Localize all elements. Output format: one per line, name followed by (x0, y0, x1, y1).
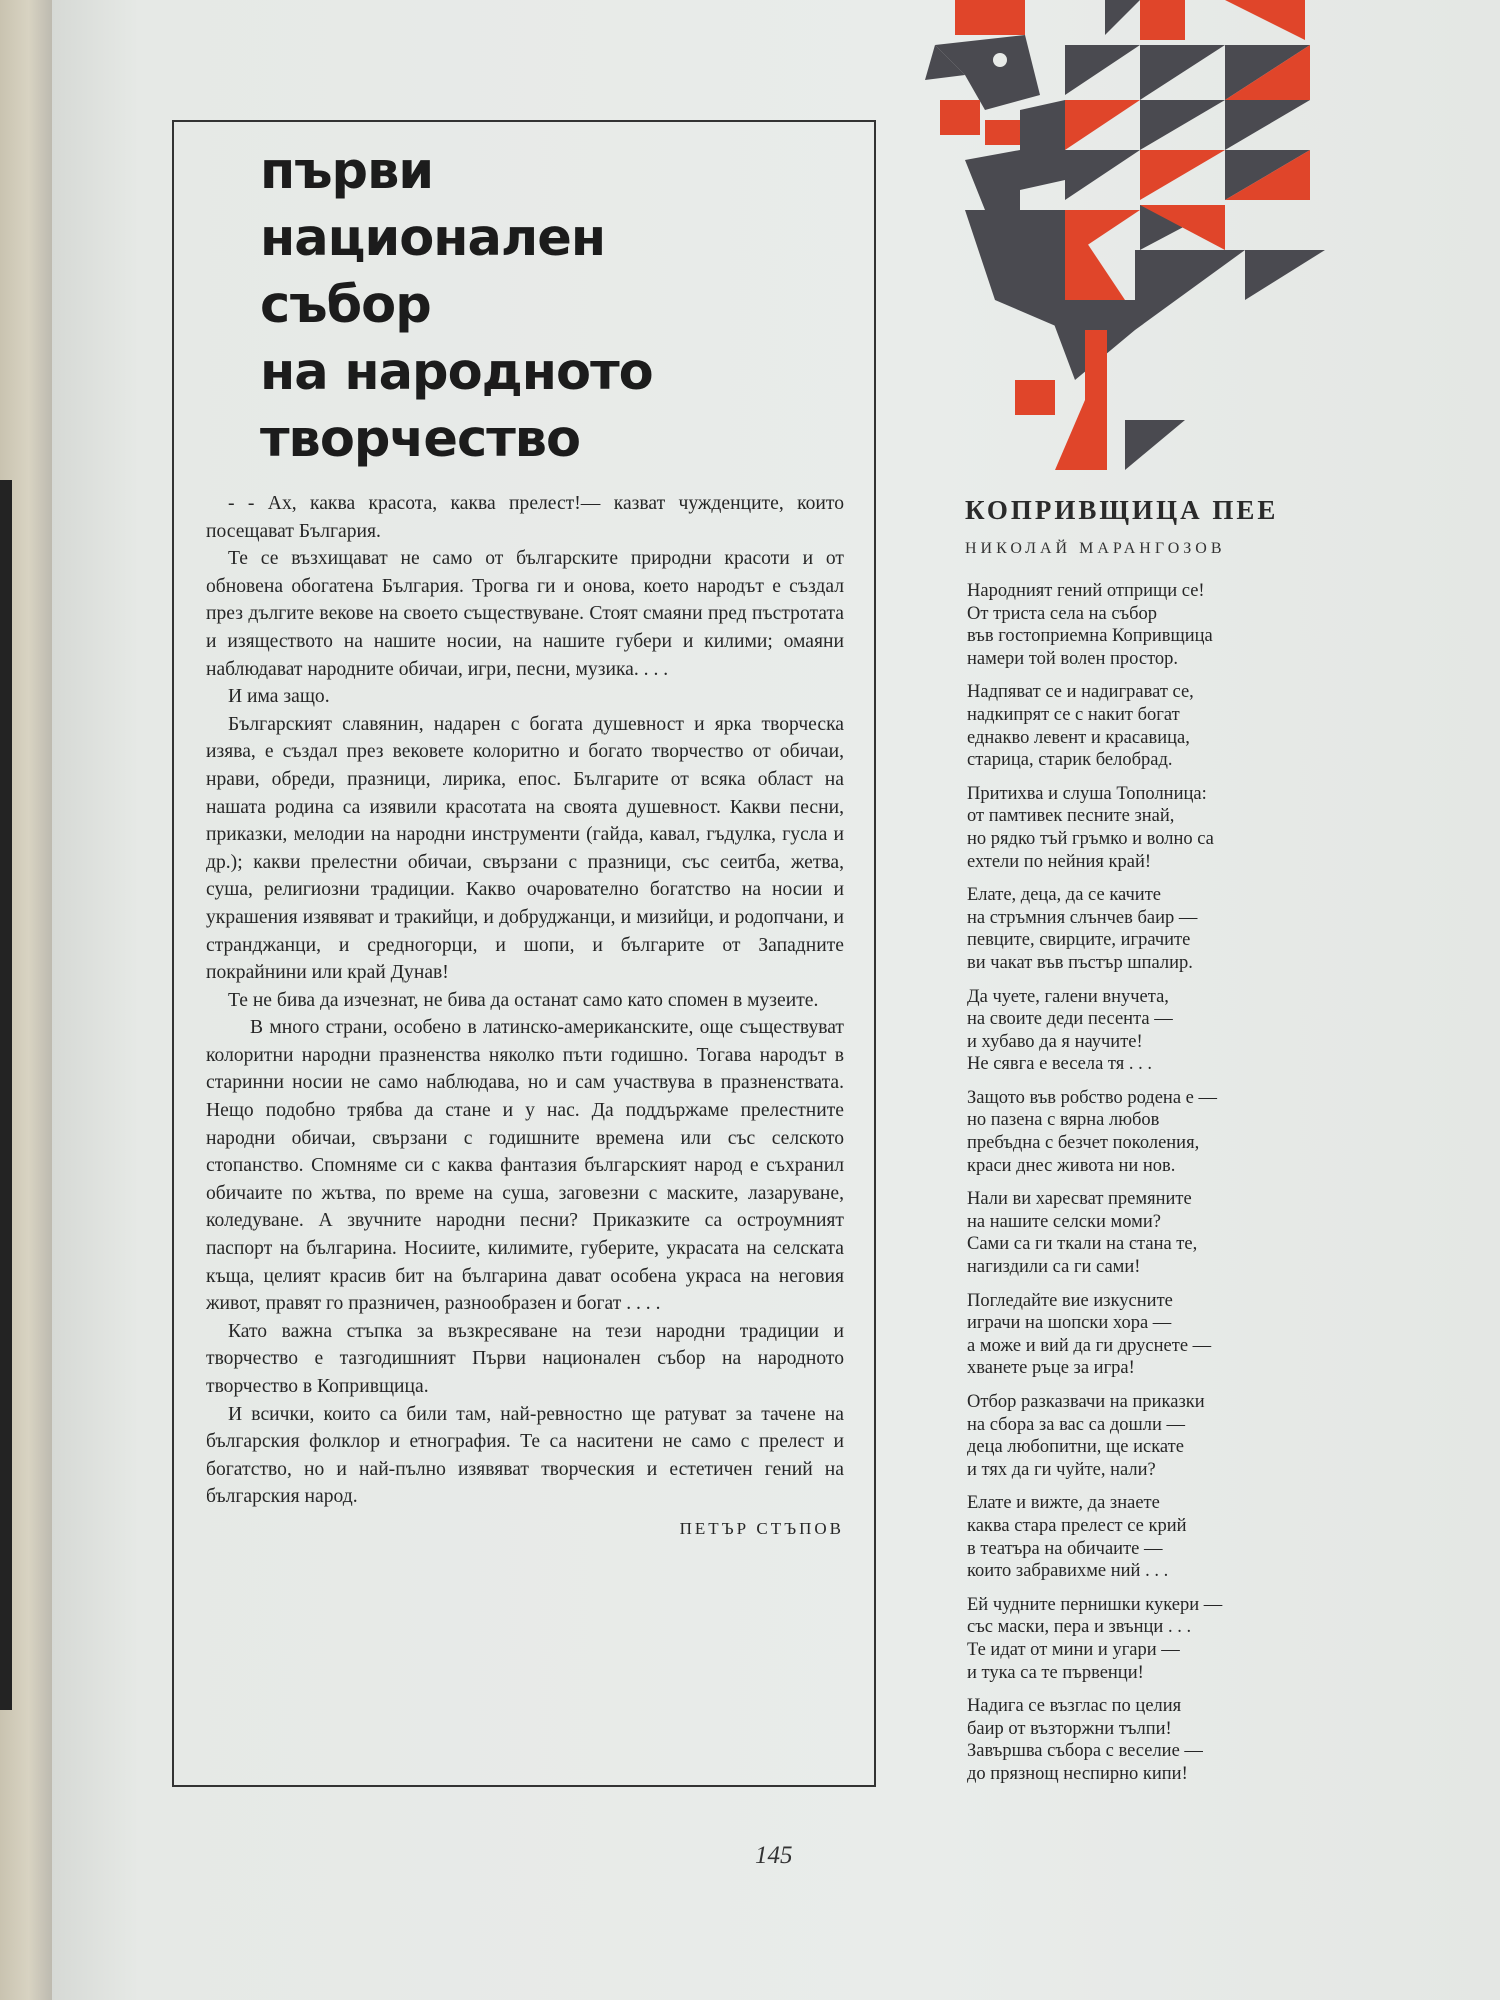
article-author: ПЕТЪР СТЪПОВ (679, 1518, 844, 1538)
poem-line: и хубаво да я научите! (967, 1031, 1143, 1052)
poem-line: в театъра на обичаите — (967, 1538, 1163, 1559)
poem-title: КОПРИВЩИЦА ПЕЕ (965, 495, 1279, 525)
article-title (260, 138, 860, 473)
article-paragraph: Като важна стъпка за възкресяване на тези народни традиции и творчество е тазгодишният Първи национален събор на народното творчество в Копривщица. (206, 1320, 844, 1397)
article-paragraph: И има защо. (228, 686, 330, 708)
poem-line: Да чуете, галени внучета, (967, 986, 1169, 1007)
poem-line: нагиздили са ги сами! (967, 1257, 1141, 1278)
article-body (206, 490, 844, 1543)
poem-line: Не сявга е весела тя . . . (967, 1054, 1153, 1075)
rooster-illustration (925, 0, 1345, 480)
poem-line: Надпяват се и надиграват се, (967, 682, 1194, 703)
poem-line: които забравихме ний . . . (967, 1561, 1169, 1582)
article-paragraph: - - Ах, каква красота, каква прелест!— казват чужденците, които посещават България. (206, 493, 844, 542)
poem-stanza (967, 1087, 1357, 1177)
poem-line: певците, свирците, играчите (967, 930, 1191, 951)
poem-line: от памтивек песните знай, (967, 806, 1175, 827)
page-number: 145 (755, 1842, 793, 1869)
poem-line: на сбора за вас са дошли — (967, 1414, 1186, 1435)
poem-line: на своите деди песента — (967, 1009, 1173, 1030)
title-line: събор (260, 276, 431, 335)
rooster-eye (993, 53, 1007, 67)
poem-line: със маски, пера и звънци . . . (967, 1617, 1192, 1638)
poem-line: и тука са те първенци! (967, 1662, 1144, 1683)
poem-stanza (967, 1391, 1357, 1481)
article-paragraph: И всички, които са били там, най-ревностно ще ратуват за тачене на българския фолклор и етнография. Те са наситени не само с прелест и богатство, но и най-пълно изявяват творческия и естетичен гений на българския народ. (206, 1403, 844, 1508)
poem-stanza (967, 580, 1357, 670)
poem-stanza (967, 681, 1357, 771)
poem-line: Погледайте вие изкусните (967, 1290, 1173, 1311)
poem-line: на стръмния слънчев баир — (967, 907, 1198, 928)
poem-body (967, 580, 1357, 1797)
poem-line: старица, старик белобрад. (967, 750, 1173, 771)
poem-line: но пазена с вярна любов (967, 1110, 1160, 1131)
poem-stanza (967, 783, 1357, 873)
article-paragraph: В много страни, особено в латинско-американските, още съществуват колоритни народни празненства няколко пъти годишно. Тогава народът в старинни носии не само наблюдава, но и сам участвува в празненствата. Нещо подобно трябва да стане и у нас. Да поддържаме прелестните народни обичаи, свързани с годишните времена или със селското стопанство. Спомняме си с каква фантазия българският народ е съхранил обичаите по жътва, по време на суша, заговезни с маските, лазаруване, коледуване. А звучните народни песни? Приказките са остроумният паспорт на българина. Носиите, килимите, губерите, украсата на селската къща, целият красив бит на българина дават особена украса на неговия живот, правят го празничен, разнообразен и богат . . . . (206, 1017, 844, 1315)
article-paragraph: Българският славянин, надарен с богата душевност и ярка творческа изява, е създал през вековете колоритно и богато творчество от обичаи, нрави, обреди, празници, лирика, епос. Българите от всяка област на нашата родина са изявили красотата на своята душевност. Какви песни, приказки, мелодии на народни инструменти (гайда, кавал, гъдулка, гусла и др.); какви прелестни обичаи, свързани с празници, със сеитба, жетва, суша, религиозни традиции. Какво очарователно богатство на носии и украшения изявяват и тракийци, и добруджанци, и мизийци, и родопчани, и странджанци, и средногорци, и шопи, и българите от Западните покрайнини или край Дунав! (206, 713, 844, 984)
poem-line: намери той волен простор. (967, 648, 1179, 669)
poem-stanza (967, 1290, 1357, 1380)
poem-line: надкипрят се с накит богат (967, 704, 1180, 725)
poem-line: Те идат от мини и угари — (967, 1639, 1180, 1660)
poem-line: Надига се възглас по целия (967, 1696, 1182, 1717)
poem-line: играчи на шопски хора — (967, 1313, 1172, 1334)
poem-header (965, 495, 1365, 558)
poem-line: От триста села на събор (967, 603, 1158, 624)
title-line: на народното (260, 343, 653, 402)
poem-stanza (967, 1492, 1357, 1582)
adjacent-page-edge (0, 480, 12, 1710)
title-line: първи (260, 142, 434, 201)
poem-line: Завършва събора с веселие — (967, 1741, 1203, 1762)
poem-stanza (967, 884, 1357, 974)
poem-line: Притихва и слуша Тополница: (967, 783, 1207, 804)
poem-line: деца любопитни, ще искате (967, 1437, 1184, 1458)
poem-line: баир от възторжни тълпи! (967, 1718, 1172, 1739)
poem-line: на нашите селски моми? (967, 1211, 1161, 1232)
poem-stanza (967, 1188, 1357, 1278)
poem-line: а може и вий да ги друснете — (967, 1335, 1212, 1356)
title-line: национален (260, 209, 606, 268)
poem-line: но рядко тъй гръмко и волно са (967, 828, 1214, 849)
poem-line: във гостоприемна Копривщица (967, 626, 1213, 647)
poem-line: и тях да ги чуйте, нали? (967, 1459, 1156, 1480)
poem-line: ви чакат във пъстър шпалир. (967, 952, 1193, 973)
poem-line: Ей чудните пернишки кукери — (967, 1594, 1223, 1615)
poem-author: НИКОЛАЙ МАРАНГОЗОВ (965, 540, 1226, 557)
rooster-wattle (940, 100, 980, 135)
article-paragraph: Те се възхищават не само от българските природни красоти и от обновена обогатена България. Трогва ги и онова, което народът е създал през дългите векове на своето съществуване. Стоят смаяни пред пъстротата и изяществото на нашите носии, на нашите губери и килими; омаяни наблюдават народните обичаи, игри, песни, музика. . . . (206, 548, 844, 680)
poem-line: пребъдна с безчет поколения, (967, 1133, 1200, 1154)
poem-line: до прязнощ неспирно кипи! (967, 1763, 1188, 1784)
poem-line: Народният гений отприщи се! (967, 581, 1205, 601)
title-line: творчество (260, 410, 581, 469)
poem-line: Елате, деца, да се качите (967, 885, 1161, 906)
poem-line: Отбор разказвачи на приказки (967, 1392, 1205, 1412)
poem-line: каква стара прелест се крий (967, 1515, 1187, 1536)
poem-line: ехтели по нейния край! (967, 851, 1152, 872)
rooster-comb (955, 0, 1025, 35)
poem-stanza (967, 986, 1357, 1076)
poem-line: Елате и вижте, да знаете (967, 1493, 1160, 1514)
poem-line: краси днес живота ни нов. (967, 1155, 1176, 1176)
poem-line: еднакво левент и красавица, (967, 727, 1190, 748)
poem-stanza (967, 1695, 1357, 1785)
poem-line: хванете ръце за игра! (967, 1358, 1135, 1379)
poem-line: Защото във робство родена е — (967, 1087, 1218, 1108)
poem-line: Нали ви харесват премяните (967, 1189, 1192, 1210)
poem-line: Сами са ги ткали на стана те, (967, 1234, 1198, 1255)
poem-stanza (967, 1594, 1357, 1684)
book-spine (0, 0, 52, 2000)
article-paragraph: Те не бива да изчезнат, не бива да останат само като спомен в музеите. (228, 989, 819, 1011)
